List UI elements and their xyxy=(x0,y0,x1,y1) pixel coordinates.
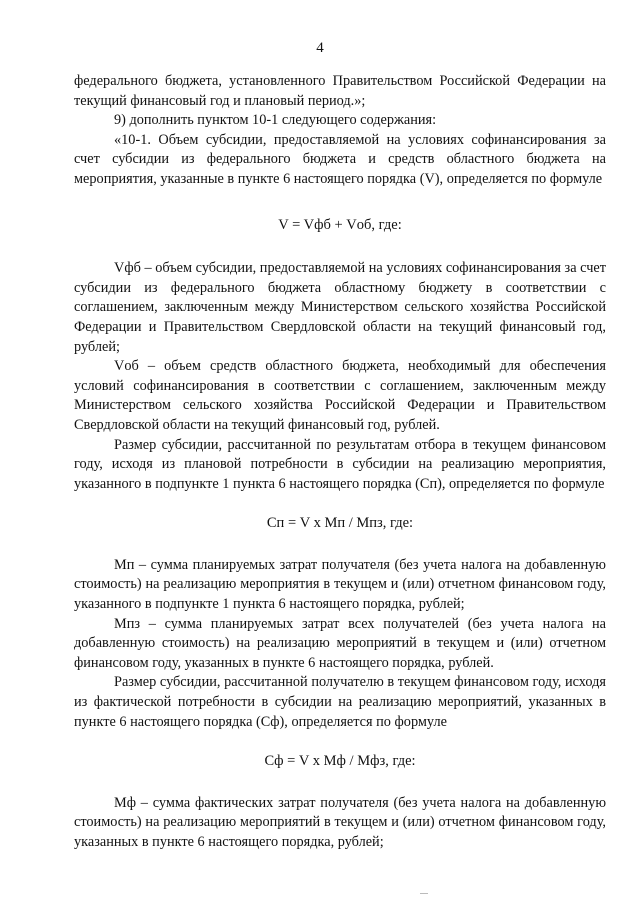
scan-mark xyxy=(420,893,428,894)
paragraph-actual-subsidy: Размер субсидии, рассчитанной получателю в текущем финансовом году, исходя из фактической потребности в субсидии на реализацию мероприятий, указанных в пункте 6 настоящего порядка (Сф), определяется по формуле xyxy=(74,674,606,730)
paragraph-item-10-1: «10-1. Объем субсидии, предоставляемой на условиях софинансирования за счет субсидии из федерального бюджета и средств областного бюджета на мероприятия, указанные в пункте 6 настоящего порядка (V), определяется по формуле xyxy=(74,131,606,187)
paragraph-mf-definition: Мф – сумма фактических затрат получателя (без учета налога на добавленную стоимость) на реализацию мероприятий в текущем и (или) отчетном финансовом году, указанных в пункте 6 настоящего порядка, рублей; xyxy=(74,794,606,850)
paragraph-mp-definition: Мп – сумма планируемых затрат получателя (без учета налога на добавленную стоимость) на реализацию мероприятия в текущем и (или) отчетном финансовом году, указанного в подпункте 1 пункта 6 настоящего порядка, рублей; xyxy=(74,556,606,613)
formula-cf: Сф = V x Мф / Мфз, где: xyxy=(264,753,416,770)
page-number: 4 xyxy=(316,40,324,56)
formula-cp: Сп = V x Мп / Мпз, где: xyxy=(266,515,414,532)
paragraph-vob-definition: Vоб – объем средств областного бюджета, необходимый для обеспечения условий софинансирования в соответствии с соглашением, заключенным между Министерством сельского хозяйства Российской Федерации и Правительством Свердловской области на текущий финансовый год, рублей. xyxy=(74,358,606,433)
paragraph-mpz-definition: Мпз – сумма планируемых затрат всех получателей (без учета налога на добавленную стоимость) на реализацию мероприятий в текущем и (или) отчетном финансовом году, указанных в пункте 6 настоящего порядка, рублей. xyxy=(74,615,606,671)
document-body xyxy=(74,72,606,853)
paragraph-planned-subsidy: Размер субсидии, рассчитанной по результатам отбора в текущем финансовом году, исходя из плановой потребности в субсидии на реализацию мероприятия, указанного в подпункте 1 пункта 6 настоящего порядка (Сп), определяется по формуле xyxy=(74,436,606,492)
formula-v-total: V = Vфб + Vоб, где: xyxy=(278,216,402,233)
paragraph-vfb-definition: Vфб – объем субсидии, предоставляемой на условиях софинансирования за счет субсидии из федерального бюджета областному бюджету в соответствии с соглашением, заключенным между Министерством сельского хозяйства Российской Федерации и Правительством Свердловской области на текущий финансовый год, рублей; xyxy=(74,260,606,355)
paragraph-federal-budget-end: федерального бюджета, установленного Правительством Российской Федерации на текущий финансовый год и плановый период.»; xyxy=(74,73,606,109)
paragraph-item-9: 9) дополнить пунктом 10-1 следующего содержания: xyxy=(114,112,437,129)
